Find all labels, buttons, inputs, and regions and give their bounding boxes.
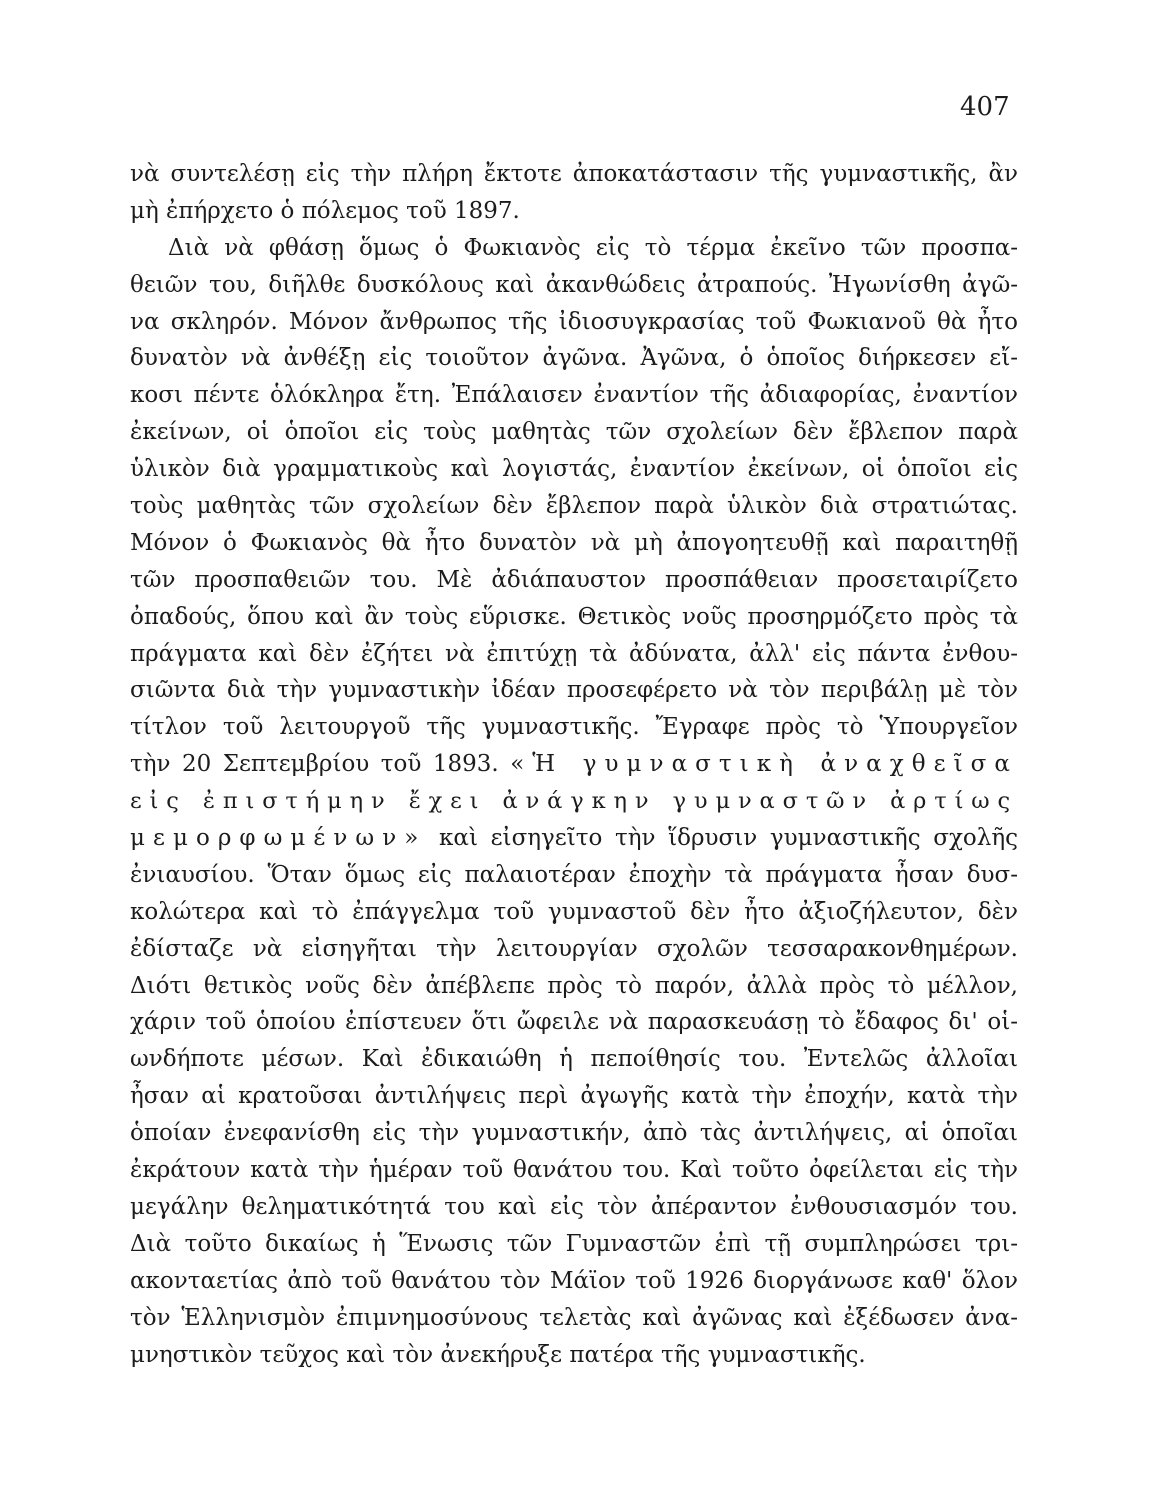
text-line: χάριν τοῦ ὁποίου ἐπίστευεν ὅτι ὤφειλε νὰ παρασκευάσῃ τὸ ἔδαφος δι' οἱ- <box>130 1009 1018 1036</box>
text-line: θειῶν του, διῆλθε δυσκόλους καὶ ἀκανθώδεις ἀτραπούς. Ἠγωνίσθη ἀγῶ- <box>130 271 1018 298</box>
text-line: μνηστικὸν τεῦχος καὶ τὸν ἀνεκήρυξε πατέρα τῆς γυμναστικῆς. <box>130 1341 866 1368</box>
text-line: μεγάλην θεληματικότητά του καὶ εἰς τὸν ἀπέραντον ἐνθουσιασμόν του. <box>130 1193 1018 1220</box>
spaced-quote-line: εἰς ἐπιστήμην ἔχει ἀνάγκην γυμναστῶν ἀρτίως <box>130 788 1018 815</box>
text-segment: τὴν 20 Σεπτεμβρίου τοῦ 1893. <box>130 751 499 778</box>
text-line: ἐκράτουν κατὰ τὴν ἡμέραν τοῦ θανάτου του. Καὶ τοῦτο ὀφείλεται εἰς τὴν <box>130 1157 1018 1184</box>
text-line: τίτλον τοῦ λειτουργοῦ τῆς γυμναστικῆς. Ἔγραφε πρὸς τὸ Ὑπουργεῖον <box>130 714 1018 741</box>
text-line: δυνατὸν νὰ ἀνθέξῃ εἰς τοιοῦτον ἀγῶνα. Ἀγῶνα, ὁ ὁποῖος διήρκεσεν εἴ- <box>130 345 1018 372</box>
text-line: τὸν Ἑλληνισμὸν ἐπιμνημοσύνους τελετὰς καὶ ἀγῶνας καὶ ἐξέδωσεν ἀνα- <box>130 1304 1018 1331</box>
text-line: να σκληρόν. Μόνον ἄνθρωπος τῆς ἰδιοσυγκρασίας τοῦ Φωκιανοῦ θὰ ἦτο <box>130 308 1018 335</box>
text-line: μὴ ἐπήρχετο ὁ πόλεμος τοῦ 1897. <box>130 197 520 224</box>
text-line: Μόνον ὁ Φωκιανὸς θὰ ἦτο δυνατὸν νὰ μὴ ἀπογοητευθῇ καὶ παραιτηθῇ <box>130 529 1018 556</box>
text-line: τῶν προσπαθειῶν του. Μὲ ἀδιάπαυστον προσπάθειαν προσεταιρίζετο <box>130 566 1018 593</box>
text-line: τοὺς μαθητὰς τῶν σχολείων δὲν ἔβλεπον παρὰ ὑλικὸν διὰ στρατιώτας. <box>130 493 1018 520</box>
text-line: ἐδίσταζε νὰ εἰσηγῆται τὴν λειτουργίαν σχολῶν τεσσαρακονθημέρων. <box>130 935 1018 962</box>
text-segment: καὶ εἰσηγεῖτο τὴν ἵδρυσιν γυμναστικῆς σχολῆς <box>439 825 1018 852</box>
text-line: πράγματα καὶ δὲν ἐζήτει νὰ ἐπιτύχῃ τὰ ἀδύνατα, ἀλλ' εἰς πάντα ἐνθου- <box>130 640 1018 667</box>
text-line: κολώτερα καὶ τὸ ἐπάγγελμα τοῦ γυμναστοῦ δὲν ἦτο ἀξιοζήλευτον, δὲν <box>130 898 1018 925</box>
text-line <box>130 820 1018 857</box>
text-line: ἐνιαυσίου. Ὅταν ὅμως εἰς παλαιοτέραν ἐποχὴν τὰ πράγματα ἦσαν δυσ- <box>130 861 1018 888</box>
text-line: ὑλικὸν διὰ γραμματικοὺς καὶ λογιστάς, ἐναντίον ἐκείνων, οἱ ὁποῖοι εἰς <box>130 456 1018 483</box>
text-line: ὁποίαν ἐνεφανίσθη εἰς τὴν γυμναστικήν, ἀπὸ τὰς ἀντιλήψεις, αἱ ὁποῖαι <box>130 1120 1018 1147</box>
spaced-quote: «Ἡ γυμναστικὴ ἀναχθεῖσα <box>510 751 1018 778</box>
text-line <box>130 746 1018 783</box>
text-line: ωνδήποτε μέσων. Καὶ ἐδικαιώθη ἡ πεποίθησίς του. Ἐντελῶς ἀλλοῖαι <box>130 1046 1018 1073</box>
text-line: Διότι θετικὸς νοῦς δὲν ἀπέβλεπε πρὸς τὸ παρόν, ἀλλὰ πρὸς τὸ μέλλον, <box>130 972 1018 999</box>
text-line: ακονταετίας ἀπὸ τοῦ θανάτου τὸν Μάϊον τοῦ 1926 διοργάνωσε καθ' ὅλον <box>130 1267 1018 1294</box>
text-line: ἦσαν αἱ κρατοῦσαι ἀντιλήψεις περὶ ἀγωγῆς κατὰ τὴν ἐποχήν, κατὰ τὴν <box>130 1083 1018 1110</box>
page-number: 407 <box>960 92 1010 122</box>
text-line: Διὰ τοῦτο δικαίως ἡ Ἕνωσις τῶν Γυμναστῶν ἐπὶ τῇ συμπληρώσει τρι- <box>130 1230 1018 1257</box>
text-line: Διὰ νὰ φθάσῃ ὅμως ὁ Φωκιανὸς εἰς τὸ τέρμα ἐκεῖνο τῶν προσπα- <box>168 234 1018 261</box>
spaced-quote: μεμορφωμένων» <box>130 825 427 852</box>
body-text <box>130 156 1018 1373</box>
text-line: ὀπαδούς, ὅπου καὶ ἂν τοὺς εὕρισκε. Θετικὸς νοῦς προσηρμόζετο πρὸς τὰ <box>130 603 1018 630</box>
text-line: κοσι πέντε ὁλόκληρα ἔτη. Ἐπάλαισεν ἐναντίον τῆς ἀδιαφορίας, ἐναντίον <box>130 382 1018 409</box>
text-line: σιῶντα διὰ τὴν γυμναστικὴν ἰδέαν προσεφέρετο νὰ τὸν περιβάλῃ μὲ τὸν <box>130 677 1018 704</box>
text-line: ἐκείνων, οἱ ὁποῖοι εἰς τοὺς μαθητὰς τῶν σχολείων δὲν ἔβλεπον παρὰ <box>130 419 1018 446</box>
text-line: νὰ συντελέσῃ εἰς τὴν πλήρη ἔκτοτε ἀποκατάστασιν τῆς γυμναστικῆς, ἂν <box>130 161 1018 187</box>
